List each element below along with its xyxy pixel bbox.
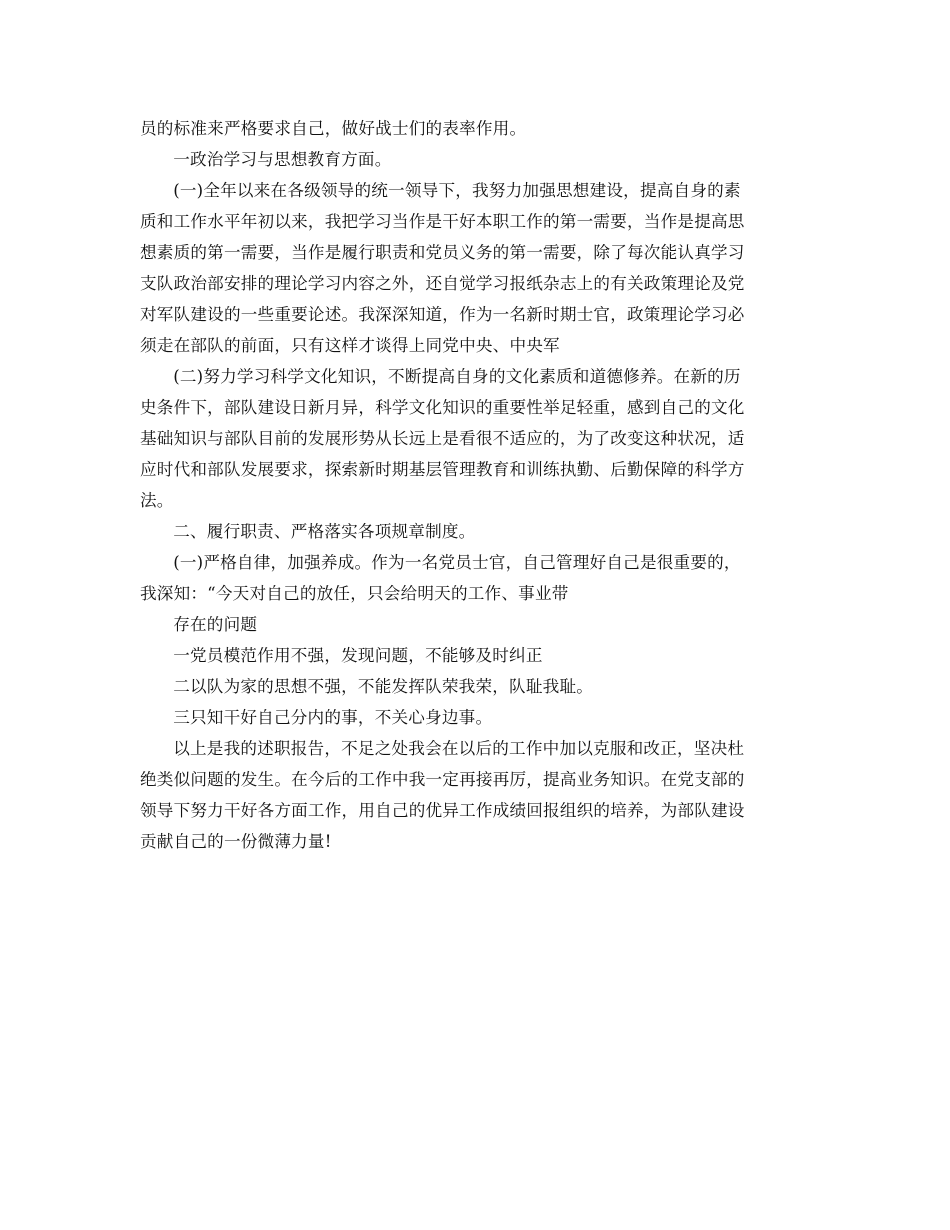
text-line: 对军队建设的一些重要论述。我深深知道，作为一名新时期士官，政策理论学习必	[140, 305, 745, 324]
paragraph-p10	[140, 733, 810, 857]
text-line: 基础知识与部队目前的发展形势从长远上是看很不适应的，为了改变这种状况，适	[140, 429, 745, 448]
document-body	[140, 113, 810, 857]
paragraph-p2	[140, 175, 810, 361]
text-line: (一)严格自律，加强养成。作为一名党员士官，自己管理好自己是很重要的，	[173, 553, 741, 572]
text-line: 质和工作水平年初以来，我把学习当作是干好本职工作的第一需要，当作是提高思	[140, 212, 745, 231]
text-line: (二)努力学习科学文化知识，不断提高自身的文化素质和道德修养。在新的历	[173, 367, 741, 386]
text-line: 想素质的第一需要，当作是履行职责和党员义务的第一需要，除了每次能认真学习	[140, 243, 745, 262]
text-line: 二以队为家的思想不强，不能发挥队荣我荣，队耻我耻。	[173, 677, 594, 696]
text-line: 三只知干好自己分内的事，不关心身边事。	[173, 708, 493, 727]
text-line: 绝类似问题的发生。在今后的工作中我一定再接再厉，提高业务知识。在党支部的	[140, 770, 745, 789]
paragraph-p9	[140, 702, 810, 733]
text-line: 存在的问题	[173, 615, 258, 634]
text-line: 须走在部队的前面，只有这样才谈得上同党中央、中央军	[140, 336, 560, 355]
paragraph-p1	[140, 144, 810, 175]
text-line: 一党员模范作用不强，发现问题，不能够及时纠正	[173, 646, 543, 665]
paragraph-p7	[140, 640, 810, 671]
text-line: 我深知：“今天对自己的放任，只会给明天的工作、事业带	[140, 584, 569, 603]
text-line: 法。	[140, 491, 174, 510]
text-line: 支队政治部安排的理论学习内容之外，还自觉学习报纸杂志上的有关政策理论及党	[140, 274, 745, 293]
text-line: (一)全年以来在各级领导的统一领导下，我努力加强思想建设，提高自身的素	[173, 181, 741, 200]
text-line: 史条件下，部队建设日新月异，科学文化知识的重要性举足轻重，感到自己的文化	[140, 398, 745, 417]
paragraph-p3	[140, 361, 810, 516]
text-line: 领导下努力干好各方面工作，用自己的优异工作成绩回报组织的培养，为部队建设	[140, 801, 745, 820]
paragraph-p6	[140, 609, 810, 640]
text-line: 二、履行职责、严格落实各项规章制度。	[173, 522, 476, 541]
text-line: 应时代和部队发展要求，探索新时期基层管理教育和训练执勤、后勤保障的科学方	[140, 460, 745, 479]
text-line: 员的标准来严格要求自己，做好战士们的表率作用。	[140, 119, 527, 138]
paragraph-p0	[140, 113, 810, 144]
text-line: 以上是我的述职报告，不足之处我会在以后的工作中加以克服和改正，坚决杜	[173, 739, 745, 758]
paragraph-p5	[140, 547, 810, 609]
paragraph-p4	[140, 516, 810, 547]
text-line: 贡献自己的一份微薄力量!	[140, 832, 332, 851]
paragraph-p8	[140, 671, 810, 702]
text-line: 一政治学习与思想教育方面。	[173, 150, 392, 169]
